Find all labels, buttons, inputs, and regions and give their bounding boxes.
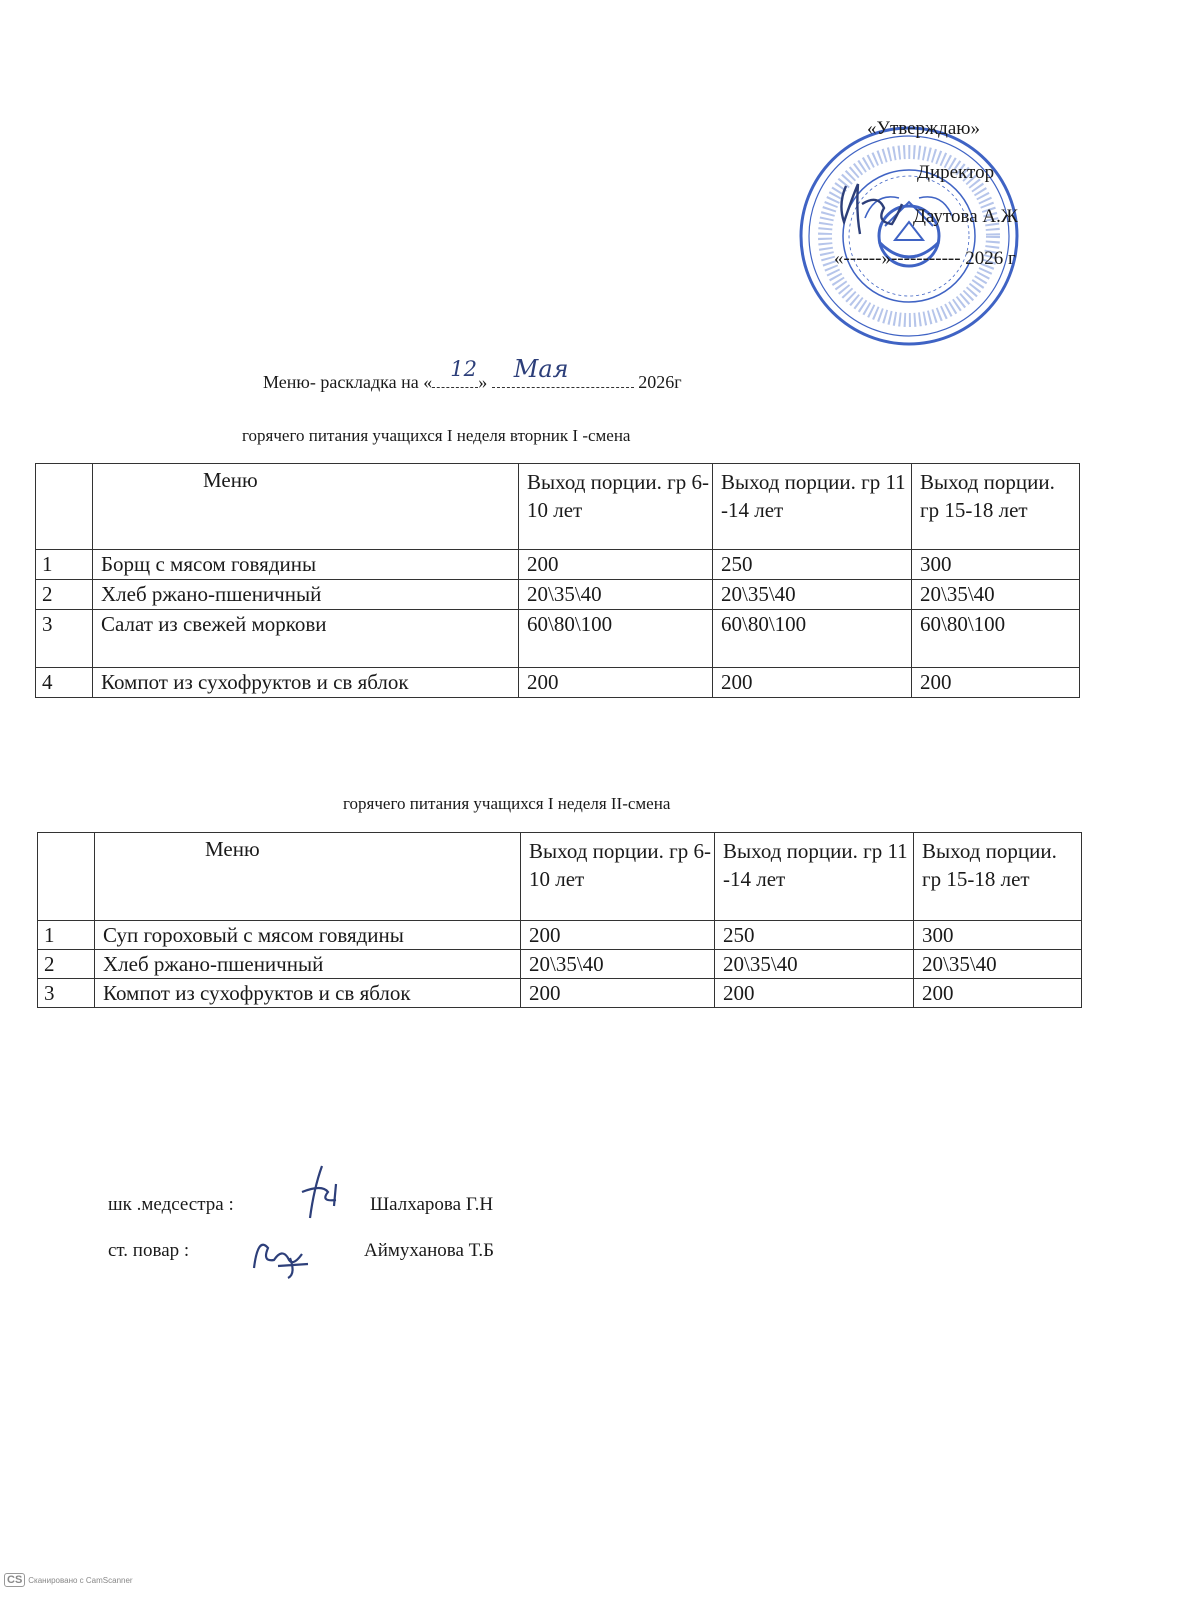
table-row (38, 921, 1082, 950)
portion-6-10: 20\35\40 (521, 950, 715, 979)
scanner-watermark (4, 1573, 133, 1587)
nurse-signature-icon (292, 1162, 352, 1222)
portion-6-10: 200 (519, 668, 713, 698)
row-number: 2 (38, 950, 95, 979)
table-row (36, 610, 1080, 668)
title-mid: » (478, 372, 492, 392)
handwritten-day: 12 (450, 357, 478, 381)
page-title (263, 355, 682, 393)
portion-11-14: 60\80\100 (713, 610, 912, 668)
table-row (38, 979, 1082, 1008)
handwritten-month: Мая (513, 355, 569, 383)
header-portion-6-10: Выход порции. гр 6-10 лет (519, 464, 713, 550)
dish-name: Хлеб ржано-пшеничный (95, 950, 521, 979)
header-portion-6-10: Выход порции. гр 6-10 лет (521, 833, 715, 921)
header-number-cell (38, 833, 95, 921)
row-number: 3 (36, 610, 93, 668)
portion-11-14: 20\35\40 (715, 950, 914, 979)
menu-table-shift1 (35, 463, 1080, 698)
cook-signature-icon (248, 1228, 312, 1280)
portion-11-14: 200 (715, 979, 914, 1008)
header-menu: Меню (95, 833, 521, 921)
portion-6-10: 200 (521, 921, 715, 950)
camscanner-logo-icon: CS (4, 1573, 25, 1587)
title-suffix: 2026г (633, 372, 682, 392)
table-row (36, 668, 1080, 698)
shift2-heading: горячего питания учащихся I неделя II-смена (343, 794, 671, 813)
dish-name: Суп гороховый с мясом говядины (95, 921, 521, 950)
portion-15-18: 20\35\40 (914, 950, 1082, 979)
portion-6-10: 200 (521, 979, 715, 1008)
portion-11-14: 200 (713, 668, 912, 698)
portion-11-14: 20\35\40 (713, 580, 912, 610)
table-row (36, 550, 1080, 580)
director-signature-icon (832, 174, 904, 244)
row-number: 2 (36, 580, 93, 610)
row-number: 3 (38, 979, 95, 1008)
approval-director-name: Даутова А.Ж (913, 206, 1018, 227)
menu-table-shift2 (37, 832, 1082, 1008)
scanner-caption: Сканировано с CamScanner (28, 1576, 133, 1585)
dish-name: Салат из свежей моркови (93, 610, 519, 668)
approval-position: Директор (917, 162, 995, 183)
portion-15-18: 20\35\40 (912, 580, 1080, 610)
title-prefix: Меню- раскладка на « (263, 372, 433, 392)
row-number: 4 (36, 668, 93, 698)
table-header-row (38, 833, 1082, 921)
portion-15-18: 200 (914, 979, 1082, 1008)
header-portion-11-14: Выход порции. гр 11 -14 лет (713, 464, 912, 550)
portion-15-18: 60\80\100 (912, 610, 1080, 668)
portion-15-18: 300 (912, 550, 1080, 580)
portion-11-14: 250 (715, 921, 914, 950)
shift1-heading: горячего питания учащихся I неделя вторник I -смена (242, 426, 631, 445)
dish-name: Компот из сухофруктов и св яблок (95, 979, 521, 1008)
portion-6-10: 200 (519, 550, 713, 580)
portion-6-10: 20\35\40 (519, 580, 713, 610)
nurse-name: Шалхарова Г.Н (370, 1194, 494, 1215)
dish-name: Компот из сухофруктов и св яблок (93, 668, 519, 698)
portion-15-18: 300 (914, 921, 1082, 950)
cook-name: Аймуханова Т.Б (364, 1240, 495, 1261)
header-portion-11-14: Выход порции. гр 11 -14 лет (715, 833, 914, 921)
header-portion-15-18: Выход порции. гр 15-18 лет (914, 833, 1082, 921)
table-row (36, 580, 1080, 610)
dish-name: Хлеб ржано-пшеничный (93, 580, 519, 610)
portion-11-14: 250 (713, 550, 912, 580)
table-row (38, 950, 1082, 979)
cook-role: ст. повар : (108, 1240, 190, 1261)
header-number-cell (36, 464, 93, 550)
row-number: 1 (36, 550, 93, 580)
portion-6-10: 60\80\100 (519, 610, 713, 668)
portion-15-18: 200 (912, 668, 1080, 698)
header-menu: Меню (93, 464, 519, 550)
nurse-role: шк .медсестра : (108, 1194, 234, 1215)
row-number: 1 (38, 921, 95, 950)
header-portion-15-18: Выход порции. гр 15-18 лет (912, 464, 1080, 550)
official-stamp (795, 122, 1023, 350)
approval-date-line: «------»----------- 2026 г (834, 248, 1016, 269)
table-header-row (36, 464, 1080, 550)
dish-name: Борщ с мясом говядины (93, 550, 519, 580)
approval-title: «Утверждаю» (867, 118, 980, 139)
